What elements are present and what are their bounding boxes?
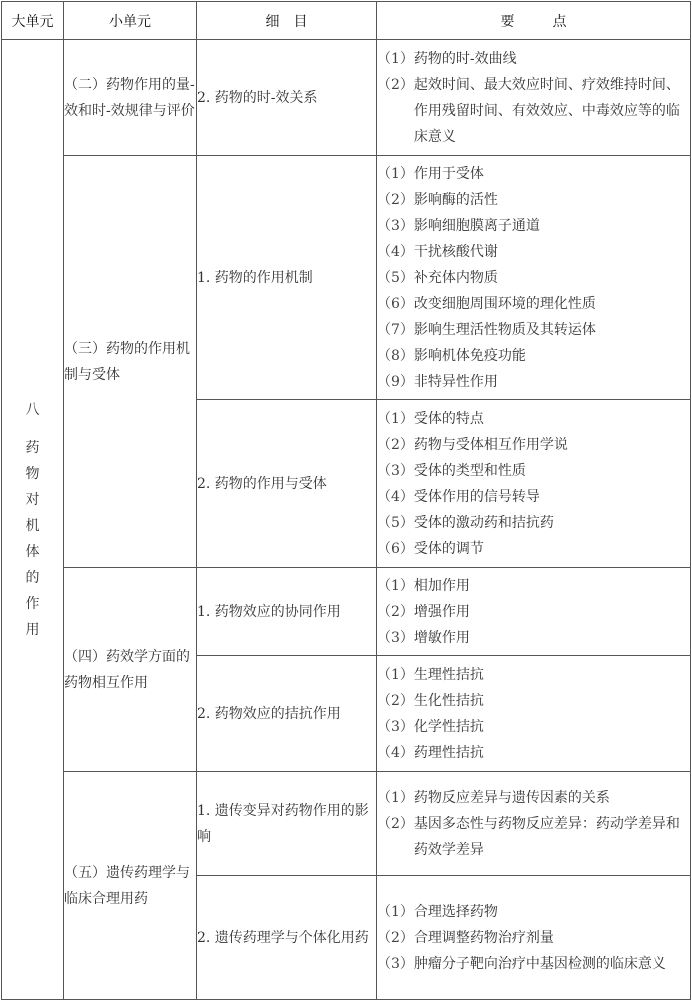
list-item: （6） 改变细胞周围环境的理化性质 [377,295,596,312]
subunit-cell: （五）遗传药理学与临床合理用药 [64,772,197,1000]
detail-cell: 2. 药物的作用与受体 [197,400,377,568]
list-item: （2） 合理调整药物治疗剂量 [377,929,554,946]
list-item: （4） 受体作用的信号转导 [377,488,540,505]
detail-cell: 2. 遗传药理学与个体化用药 [197,876,377,1000]
list-item: （2） 增强作用 [377,603,470,620]
subunit-cell: （三）药物的作用机制与受体 [64,156,197,568]
points-cell [377,772,691,876]
list-item: （5） 补充体内物质 [377,269,498,286]
detail-cell: 2. 药物的时-效关系 [197,40,377,156]
list-item: （1） 相加作用 [377,577,470,594]
list-item: （5） 受体的激动药和拮抗药 [377,514,554,531]
list-item: （1） 合理选择药物 [377,903,498,920]
list-item: （3） 受体的类型和性质 [377,462,526,479]
list-item: （1） 药物反应差异与遗传因素的关系 [377,789,610,806]
points-cell [377,156,691,400]
subunit-cell: （四）药效学方面的药物相互作用 [64,568,197,772]
list-item: （3） 增敏作用 [377,629,470,646]
list-item: （2） 影响酶的活性 [377,191,498,208]
header-detail: 细目 [197,2,377,40]
detail-cell: 1. 药物效应的协同作用 [197,568,377,656]
subunit-cell: （二）药物作用的量-效和时-效规律与评价 [64,40,197,156]
list-item: （2） 生化性拮抗 [377,692,484,709]
major-unit-title: 药物对机体的作用 [25,439,40,638]
header-points: 要点 [377,2,691,40]
points-list [377,406,690,562]
points-cell [377,40,691,156]
table-row [2,156,691,400]
list-item: （6） 受体的调节 [377,540,484,557]
list-item: （2） 起效时间、最大效应时间、疗效维持时间、作用残留时间、有效效应、中毒效应等的临床意义 [377,76,680,145]
detail-cell: 2. 药物效应的拮抗作用 [197,656,377,772]
points-cell [377,876,691,1000]
detail-cell: 1. 药物的作用机制 [197,156,377,400]
list-item: （3） 化学性拮抗 [377,718,484,735]
list-item: （4） 干扰核酸代谢 [377,243,498,260]
points-list [377,785,690,863]
points-list [377,899,690,977]
list-item: （3） 影响细胞膜离子通道 [377,217,540,234]
list-item: （2） 药物与受体相互作用学说 [377,436,568,453]
list-item: （7） 影响生理活性物质及其转运体 [377,321,596,338]
header-row [2,2,691,40]
syllabus-table [1,1,691,1000]
table-row [2,772,691,876]
table-row [2,568,691,656]
list-item: （4） 药理性拮抗 [377,744,484,761]
list-item: （1） 药物的时-效曲线 [377,50,517,67]
header-major-unit: 大单元 [2,2,64,40]
detail-cell: 1. 遗传变异对药物作用的影响 [197,772,377,876]
points-list [377,573,690,651]
list-item: （8） 影响机体免疫功能 [377,347,526,364]
major-unit-cell [2,40,64,1000]
points-list [377,46,690,150]
table-row [2,40,691,156]
points-cell [377,400,691,568]
list-item: （1） 生理性拮抗 [377,666,484,683]
points-list [377,662,690,766]
list-item: （1） 受体的特点 [377,410,484,427]
list-item: （3） 肿瘤分子靶向治疗中基因检测的临床意义 [377,955,666,972]
major-unit-number: 八 [25,401,40,418]
list-item: （2） 基因多态性与药物反应差异：药动学差异和药效学差异 [377,815,680,858]
points-list [377,161,690,395]
points-cell [377,568,691,656]
points-cell [377,656,691,772]
list-item: （1） 作用于受体 [377,165,484,182]
header-minor-unit: 小单元 [64,2,197,40]
list-item: （9） 非特异性作用 [377,373,498,390]
